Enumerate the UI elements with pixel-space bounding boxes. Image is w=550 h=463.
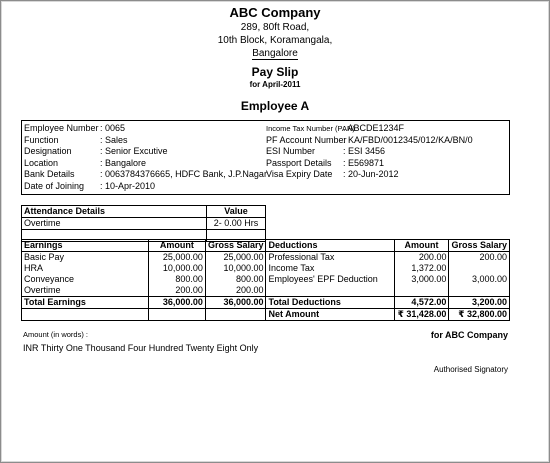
net-amount-label: Net Amount <box>266 309 394 321</box>
deduction-amount <box>394 285 449 297</box>
net-amount-row <box>22 309 510 321</box>
earning-amount: 10,000.00 <box>148 263 205 274</box>
info-value: : 10-Apr-2010 <box>100 180 156 191</box>
deductions-header: Deductions <box>266 240 394 252</box>
attendance-table <box>21 205 266 242</box>
deductions-amount-header: Amount <box>394 240 449 252</box>
info-value: : 0063784376665, HDFC Bank, J.P.Nagar <box>100 169 267 180</box>
info-value: : Bangalore <box>100 157 147 168</box>
total-earnings-gross: 36,000.00 <box>205 297 266 309</box>
total-earnings-label: Total Earnings <box>22 297 149 309</box>
info-value: : Senior Excutive <box>100 146 168 157</box>
info-label: Employee Number <box>24 123 99 133</box>
info-value: : ABCDE1234F <box>343 123 405 133</box>
company-name: ABC Company <box>229 5 321 20</box>
deduction-amount: 3,000.00 <box>394 274 449 285</box>
attendance-value: 2- 0.00 Hrs <box>207 218 266 230</box>
authorised-signatory: Authorised Signatory <box>433 365 508 374</box>
attendance-header-value: Value <box>207 206 266 218</box>
employee-info-box <box>21 120 510 195</box>
info-row <box>24 146 267 158</box>
info-label: Designation <box>24 146 72 157</box>
info-value: : 0065 <box>100 123 126 133</box>
totals-row <box>22 297 510 309</box>
info-label: Date of Joining <box>24 180 85 191</box>
info-row <box>266 135 473 147</box>
attendance-header-label: Attendance Details <box>22 206 207 218</box>
total-deductions-label: Total Deductions <box>266 297 394 309</box>
net-blank-cell <box>205 309 266 321</box>
attendance-header-row <box>22 206 266 218</box>
deduction-amount: 200.00 <box>394 252 449 264</box>
info-label: Income Tax Number (PAN) <box>266 124 355 133</box>
earning-amount: 200.00 <box>148 285 205 297</box>
deduction-label: Employees' EPF Deduction <box>266 274 394 285</box>
salary-row <box>22 252 510 264</box>
earning-gross: 25,000.00 <box>205 252 266 264</box>
earnings-amount-header: Amount <box>148 240 205 252</box>
info-value: : 20-Jun-2012 <box>343 169 399 180</box>
document-title: Pay Slip <box>251 65 299 79</box>
deduction-label: Professional Tax <box>266 252 394 264</box>
pay-period: for April-2011 <box>249 80 301 89</box>
company-address-line3: Bangalore <box>252 48 298 59</box>
earning-gross: 10,000.00 <box>205 263 266 274</box>
earning-gross: 200.00 <box>205 285 266 297</box>
info-label: Bank Details <box>24 169 75 180</box>
net-blank-cell <box>148 309 205 321</box>
info-row <box>24 135 267 147</box>
net-amount-value: ₹ 31,428.00 <box>394 309 449 321</box>
deduction-gross <box>449 285 510 297</box>
employee-info-left <box>24 123 267 193</box>
employee-info-right <box>266 123 473 181</box>
deduction-label: Income Tax <box>266 263 394 274</box>
deductions-gross-header: Gross Salary <box>449 240 510 252</box>
info-row <box>24 158 267 170</box>
earning-label: Overtime <box>22 285 149 297</box>
info-row <box>24 123 267 135</box>
company-address-line2: 10th Block, Koramangala, <box>217 35 333 46</box>
earning-amount: 800.00 <box>148 274 205 285</box>
info-row <box>24 181 267 193</box>
earning-gross: 800.00 <box>205 274 266 285</box>
info-label: Location <box>24 157 59 168</box>
deduction-amount: 1,372.00 <box>394 263 449 274</box>
info-label: PF Account Number <box>266 134 347 145</box>
total-earnings-amount: 36,000.00 <box>148 297 205 309</box>
employee-name: Employee A <box>240 99 310 113</box>
info-label: Visa Expiry Date <box>266 169 333 180</box>
deduction-gross <box>449 263 510 274</box>
salary-row <box>22 263 510 274</box>
attendance-label: Overtime <box>22 218 207 230</box>
info-value: : ESI 3456 <box>343 146 386 157</box>
amount-in-words: INR Thirty One Thousand Four Hundred Twenty Eight Only <box>23 343 259 353</box>
for-company: for ABC Company <box>430 330 508 340</box>
info-row <box>266 146 473 158</box>
info-label: Function <box>24 134 59 145</box>
info-row <box>266 123 473 135</box>
earning-amount: 25,000.00 <box>148 252 205 264</box>
total-deductions-gross: 3,200.00 <box>449 297 510 309</box>
net-blank-cell <box>22 309 149 321</box>
salary-row <box>22 274 510 285</box>
info-label: ESI Number <box>266 146 316 157</box>
deduction-gross: 200.00 <box>449 252 510 264</box>
company-address-line1: 289, 80ft Road, <box>240 22 310 33</box>
earning-label: HRA <box>22 263 149 274</box>
info-value: : E569871 <box>343 157 385 168</box>
salary-header-row <box>22 240 510 252</box>
company-address-line3-wrap <box>0 47 550 60</box>
earnings-header: Earnings <box>22 240 149 252</box>
info-value: : KA/FBD/0012345/012/KA/BN/0 <box>343 134 473 145</box>
amount-in-words-label: Amount (in words) : <box>23 330 89 339</box>
salary-table <box>21 239 510 321</box>
info-row <box>266 158 473 170</box>
deduction-label <box>266 285 394 297</box>
info-row <box>266 169 473 181</box>
salary-row <box>22 285 510 297</box>
attendance-row <box>22 218 266 230</box>
info-value: : Sales <box>100 134 128 145</box>
total-deductions-amount: 4,572.00 <box>394 297 449 309</box>
deduction-gross: 3,000.00 <box>449 274 510 285</box>
info-row <box>24 169 267 181</box>
info-label: Passport Details <box>266 157 332 168</box>
net-amount-gross: ₹ 32,800.00 <box>449 309 510 321</box>
earning-label: Basic Pay <box>22 252 149 264</box>
earnings-gross-header: Gross Salary <box>205 240 266 252</box>
earning-label: Conveyance <box>22 274 149 285</box>
